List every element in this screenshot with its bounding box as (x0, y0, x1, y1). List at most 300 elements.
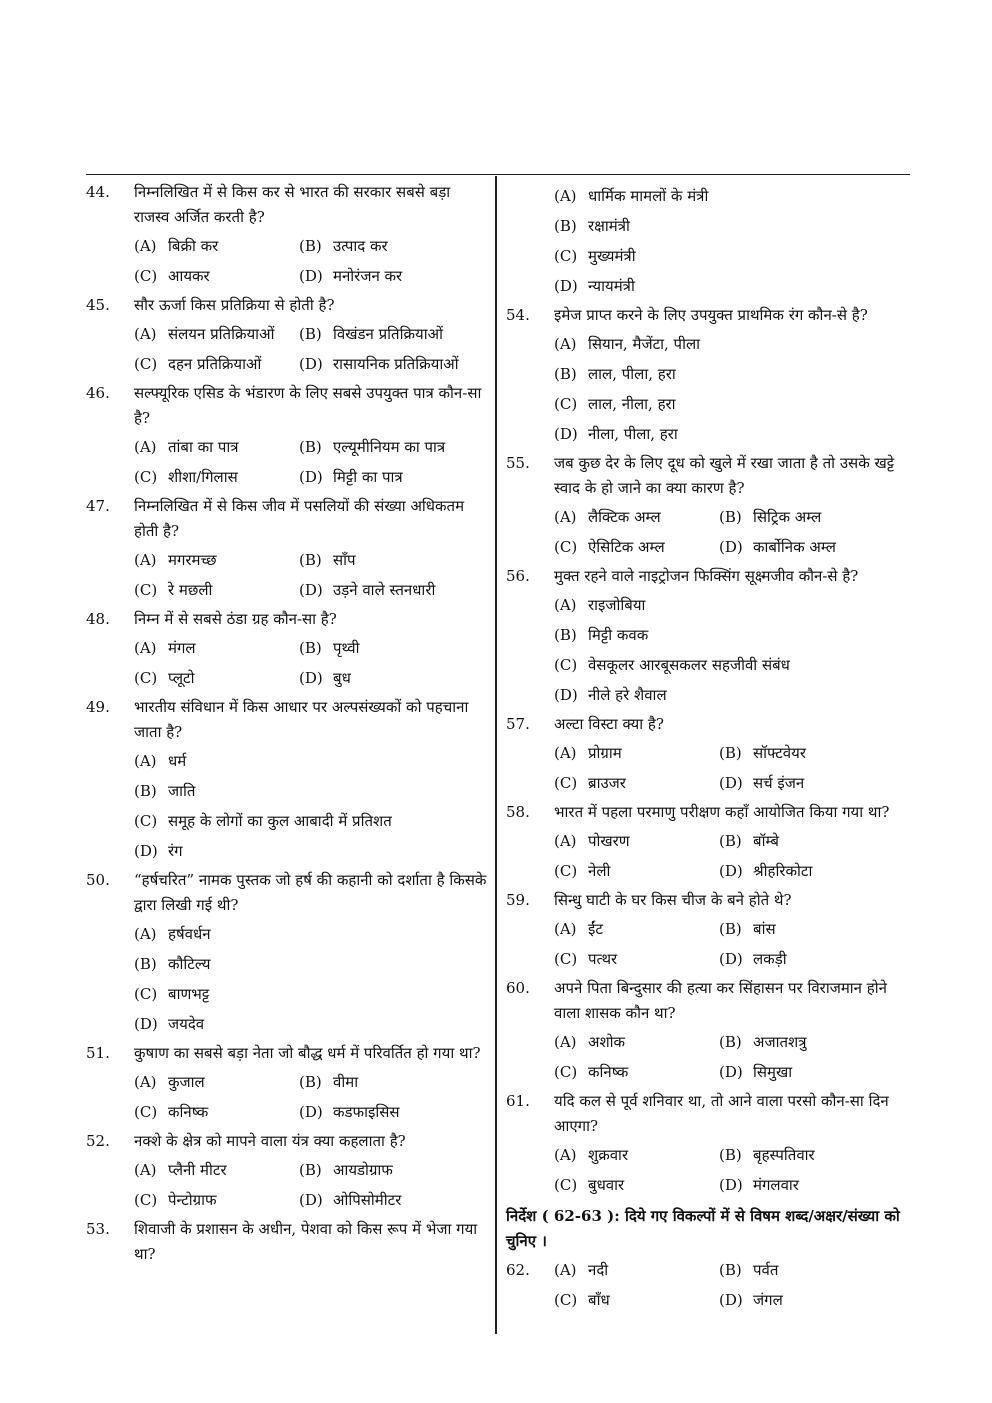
option-text: कनिष्क (588, 1063, 629, 1081)
question-53 (86, 1217, 490, 1267)
option (554, 392, 910, 417)
option (134, 352, 299, 377)
option-text: तांबा का पात्र (168, 438, 239, 456)
options (554, 332, 910, 447)
option-text: नीला, पीला, हरा (588, 425, 678, 443)
option-text: बांस (753, 920, 776, 938)
question-49 (86, 695, 490, 864)
option-text: मिट्टी का पात्र (333, 468, 403, 486)
question-51 (86, 1041, 490, 1125)
option-text: शुक्रवार (588, 1146, 629, 1164)
question-text: भारतीय संविधान में किस आधार पर अल्पसंख्यकों को पहचाना जाता है? (134, 698, 469, 741)
question-text: निम्नलिखित में से किस कर से भारत की सरकार सबसे बड़ा राजस्व अर्जित करती है? (134, 183, 451, 226)
option (719, 1258, 910, 1283)
option (554, 683, 910, 708)
option-label: (D) (719, 774, 743, 792)
option (134, 839, 490, 864)
option-label: (A) (134, 438, 157, 456)
option (299, 548, 490, 573)
option-text: न्यायमंत्री (588, 277, 635, 295)
option-label: (D) (554, 425, 578, 443)
question-number: 58. (506, 803, 530, 821)
option-text: श्रीहरिकोटा (753, 862, 813, 880)
option-label: (C) (134, 267, 158, 285)
option-label: (A) (554, 1146, 577, 1164)
option (134, 435, 299, 460)
option-text: हर्षवर्धन (168, 925, 211, 943)
option (134, 636, 299, 661)
question-54 (506, 303, 910, 447)
option (134, 666, 299, 691)
option-label: (A) (134, 1161, 157, 1179)
option-text: बुधवार (588, 1176, 625, 1194)
question-62 (506, 1258, 910, 1313)
option (134, 749, 490, 774)
option-text: मंगल (168, 639, 196, 657)
option-label: (D) (719, 538, 743, 556)
option-label: (A) (554, 744, 577, 762)
option-label: (B) (134, 955, 157, 973)
question-number: 55. (506, 454, 530, 472)
option-text: नेली (588, 862, 611, 880)
option-label: (D) (554, 277, 578, 295)
option (554, 593, 910, 618)
option-text: लकड़ी (753, 950, 787, 968)
question-text: शिवाजी के प्रशासन के अधीन, पेशवा को किस रूप में भेजा गया था? (134, 1220, 478, 1263)
option-text: कडफाइसिस (333, 1103, 400, 1121)
option-label: (A) (554, 920, 577, 938)
question-text: नक्शे के क्षेत्र को मापने वाला यंत्र क्या कहलाता है? (134, 1132, 406, 1150)
option-text: लाल, पीला, हरा (588, 365, 676, 383)
option-label: (C) (134, 669, 158, 687)
option-text: प्लूटो (168, 669, 195, 687)
question-number: 44. (86, 183, 110, 201)
question-text: निम्नलिखित में से किस जीव में पसलियों की संख्या अधिकतम होती है? (134, 497, 465, 540)
question-number: 47. (86, 497, 110, 515)
option (299, 1070, 490, 1095)
right-column (506, 180, 910, 1317)
options (554, 917, 910, 972)
option-label: (D) (719, 1291, 743, 1309)
question-text: अपने पिता बिन्दुसार की हत्या कर सिंहासन पर विराजमान होने वाला शासक कौन था? (554, 979, 887, 1022)
options (134, 234, 490, 289)
option-label: (A) (134, 925, 157, 943)
option (134, 264, 299, 289)
option (719, 1288, 910, 1313)
option-label: (B) (299, 325, 322, 343)
option-label: (B) (719, 508, 742, 526)
option (554, 1143, 719, 1168)
option-label: (B) (719, 832, 742, 850)
question-number: 59. (506, 891, 530, 909)
question-50 (86, 868, 490, 1037)
directions: निर्देश ( 62-63 ): दिये गए विकल्पों में से विषम शब्द/अक्षर/संख्या को चुनिए । (506, 1207, 900, 1250)
question-text: इमेज प्राप्त करने के लिए उपयुक्त प्राथमिक रंग कौन-से है? (554, 306, 868, 324)
option-label: (C) (554, 1291, 578, 1309)
column-divider (495, 176, 497, 1334)
option-label: (D) (134, 842, 158, 860)
options (134, 922, 490, 1037)
option-label: (B) (554, 626, 577, 644)
option-label: (A) (554, 832, 577, 850)
option-text: सर्च इंजन (753, 774, 805, 792)
option-text: धर्म (168, 752, 187, 770)
question-52 (86, 1129, 490, 1213)
option-text: कौटिल्य (168, 955, 211, 973)
option-text: मुख्यमंत्री (588, 247, 636, 265)
option (134, 322, 299, 347)
option-text: समूह के लोगों का कुल आबादी में प्रतिशत (168, 812, 392, 830)
option (299, 636, 490, 661)
question-text: सौर ऊर्जा किस प्रतिक्रिया से होती है? (134, 296, 335, 314)
options (134, 749, 490, 864)
option (554, 535, 719, 560)
option-label: (B) (554, 217, 577, 235)
option-label: (C) (554, 247, 578, 265)
option-text: सॉफ्टवेयर (753, 744, 806, 762)
option (719, 505, 910, 530)
option-label: (A) (134, 1073, 157, 1091)
option-text: लैक्टिक अम्ल (588, 508, 661, 526)
question-text: यदि कल से पूर्व शनिवार था, तो आने वाला परसो कौन-सा दिन आएगा? (554, 1092, 889, 1135)
option (554, 947, 719, 972)
option (299, 465, 490, 490)
option-text: प्लैनी मीटर (168, 1161, 227, 1179)
options (554, 505, 910, 560)
option-label: (D) (299, 1103, 323, 1121)
option-label: (D) (719, 1063, 743, 1081)
option-label: (D) (554, 686, 578, 704)
option-text: प्रोग्राम (588, 744, 622, 762)
option-text: सियान, मैजेंटा, पीला (588, 335, 701, 353)
option-label: (C) (554, 1176, 578, 1194)
option-text: कनिष्क (168, 1103, 209, 1121)
left-column (86, 180, 490, 1271)
option-text: जयदेव (168, 1015, 205, 1033)
options (554, 829, 910, 884)
option (299, 1188, 490, 1213)
options (554, 741, 910, 796)
option (554, 1258, 719, 1283)
option-text: राइजोबिया (588, 596, 646, 614)
option (719, 535, 910, 560)
question-45 (86, 293, 490, 377)
option-label: (A) (134, 551, 157, 569)
option (134, 809, 490, 834)
option-label: (D) (299, 355, 323, 373)
option (719, 1173, 910, 1198)
option-text: उड़ने वाले स्तनधारी (333, 581, 436, 599)
option-label: (B) (719, 1146, 742, 1164)
question-44 (86, 180, 490, 289)
options (554, 1143, 910, 1198)
question-text: भारत में पहला परमाणु परीक्षण कहाँ आयोजित किया गया था? (554, 803, 890, 821)
question-number: 61. (506, 1092, 530, 1110)
question-58 (506, 800, 910, 884)
option-label: (B) (134, 782, 157, 800)
option-label: (C) (134, 812, 158, 830)
option-label: (C) (134, 1191, 158, 1209)
option-label: (B) (554, 365, 577, 383)
option-text: मनोरंजन कर (333, 267, 403, 285)
option (554, 917, 719, 942)
option-label: (D) (134, 1015, 158, 1033)
question-text: सिन्धु घाटी के घर किस चीज के बने होते थे? (554, 891, 792, 909)
options (554, 1258, 910, 1313)
option-text: धार्मिक मामलों के मंत्री (588, 187, 709, 205)
option (134, 1070, 299, 1095)
option (554, 741, 719, 766)
option-text: साँप (333, 551, 356, 569)
option (719, 741, 910, 766)
options (134, 435, 490, 490)
option (554, 1030, 719, 1055)
question-text: अल्टा विस्टा क्या है? (554, 715, 664, 733)
options (134, 322, 490, 377)
option (719, 771, 910, 796)
option (554, 244, 910, 269)
option-label: (C) (554, 656, 578, 674)
question-47 (86, 494, 490, 603)
question-text: मुक्त रहने वाले नाइट्रोजन फिक्सिंग सूक्ष्मजीव कौन-से है? (554, 567, 859, 585)
option (554, 623, 910, 648)
option-text: पत्थर (588, 950, 618, 968)
question-56 (506, 564, 910, 708)
option-text: संलयन प्रतिक्रियाओं (168, 325, 275, 343)
option-label: (A) (134, 639, 157, 657)
question-text: “हर्षचरित” नामक पुस्तक जो हर्ष की कहानी को दर्शाता है किसके द्वारा लिखी गई थी? (134, 871, 487, 914)
question-number: 51. (86, 1044, 110, 1062)
option-text: ऐसिटिक अम्ल (588, 538, 665, 556)
option-text: नदी (588, 1261, 609, 1279)
option (719, 947, 910, 972)
option-label: (B) (299, 1161, 322, 1179)
option-text: सिमुखा (753, 1063, 793, 1081)
option (554, 184, 910, 209)
option-label: (C) (134, 1103, 158, 1121)
option-text: वेसकूलर आरबूसकलर सहजीवी संबंध (588, 656, 790, 674)
option-label: (C) (554, 774, 578, 792)
option-label: (D) (299, 669, 323, 687)
option-text: मिट्टी कवक (588, 626, 649, 644)
option-label: (A) (554, 1261, 577, 1279)
option-text: रक्षामंत्री (588, 217, 630, 235)
question-55 (506, 451, 910, 560)
option (134, 922, 490, 947)
question-61 (506, 1089, 910, 1198)
option-text: बाँध (588, 1291, 610, 1309)
option (134, 1012, 490, 1037)
option (719, 1143, 910, 1168)
option-text: पेन्टोग्राफ (168, 1191, 217, 1209)
option-label: (B) (719, 920, 742, 938)
options (554, 593, 910, 708)
option-label: (C) (554, 1063, 578, 1081)
option-label: (C) (134, 468, 158, 486)
option-text: विखंडन प्रतिक्रियाओं (333, 325, 443, 343)
option-label: (B) (719, 1033, 742, 1051)
question-59 (506, 888, 910, 972)
option-text: एल्यूमीनियम का पात्र (333, 438, 446, 456)
question-48 (86, 607, 490, 691)
question-number: 48. (86, 610, 110, 628)
question-number: 56. (506, 567, 530, 585)
option-label: (A) (134, 237, 157, 255)
option (134, 578, 299, 603)
options (554, 184, 910, 299)
option-label: (B) (299, 551, 322, 569)
q53-continuation (506, 184, 910, 299)
option-label: (B) (719, 744, 742, 762)
option-text: बुध (333, 669, 351, 687)
option-text: ब्राउजर (588, 774, 626, 792)
option (134, 548, 299, 573)
option (554, 332, 910, 357)
option (554, 274, 910, 299)
option (719, 1030, 910, 1055)
question-text: कुषाण का सबसे बड़ा नेता जो बौद्ध धर्म में परिवर्तित हो गया था? (134, 1044, 481, 1062)
option (134, 1188, 299, 1213)
option-text: बिक्री कर (168, 237, 219, 255)
option-text: पर्वत (753, 1261, 779, 1279)
option-label: (C) (554, 395, 578, 413)
question-number: 45. (86, 296, 110, 314)
option-label: (C) (134, 355, 158, 373)
option (299, 435, 490, 460)
right-questions (506, 303, 910, 1198)
option (134, 465, 299, 490)
question-57 (506, 712, 910, 796)
option (554, 1288, 719, 1313)
question-number: 57. (506, 715, 530, 733)
option (554, 1060, 719, 1085)
option-text: रासायनिक प्रतिक्रियाओं (333, 355, 459, 373)
option-label: (A) (134, 752, 157, 770)
option-text: मंगलवार (753, 1176, 799, 1194)
option (554, 362, 910, 387)
option-text: अशोक (588, 1033, 626, 1051)
option-text: ओपिसोमीटर (333, 1191, 402, 1209)
question-text: जब कुछ देर के लिए दूध को खुले में रखा जाता है तो उसके खट्टे स्वाद के हो जाने का क्या कारण है? (554, 454, 895, 497)
top-rule (86, 174, 910, 175)
option (554, 1173, 719, 1198)
option-text: उत्पाद कर (333, 237, 388, 255)
option-text: रे मछली (168, 581, 213, 599)
option-label: (B) (299, 237, 322, 255)
option-text: पृथ्वी (333, 639, 360, 657)
option (299, 578, 490, 603)
option-label: (C) (134, 581, 158, 599)
option-text: पोखरण (588, 832, 630, 850)
options (134, 1070, 490, 1125)
question-number: 49. (86, 698, 110, 716)
option (299, 1158, 490, 1183)
option (134, 1100, 299, 1125)
option (554, 653, 910, 678)
option-text: आयडोग्राफ (333, 1161, 393, 1179)
option (719, 859, 910, 884)
question-number: 54. (506, 306, 530, 324)
option (134, 779, 490, 804)
option (554, 859, 719, 884)
option-text: लाल, नीला, हरा (588, 395, 676, 413)
option-text: जाति (168, 782, 196, 800)
option-text: बृहस्पतिवार (753, 1146, 815, 1164)
option-label: (C) (554, 950, 578, 968)
option-label: (B) (299, 438, 322, 456)
option-label: (D) (299, 468, 323, 486)
option (134, 982, 490, 1007)
option-label: (D) (299, 581, 323, 599)
question-number: 52. (86, 1132, 110, 1150)
option-label: (D) (299, 267, 323, 285)
option (554, 214, 910, 239)
option-text: कुजाल (168, 1073, 205, 1091)
option-text: बॉम्बे (753, 832, 779, 850)
option (134, 952, 490, 977)
option-text: अजातशत्रु (753, 1033, 807, 1051)
option-label: (A) (554, 187, 577, 205)
option-text: बाणभट्ट (168, 985, 210, 1003)
option-text: जंगल (753, 1291, 783, 1309)
question-number: 62. (506, 1261, 530, 1279)
option (719, 829, 910, 854)
option-label: (D) (299, 1191, 323, 1209)
option-label: (D) (719, 950, 743, 968)
option (134, 1158, 299, 1183)
option (554, 505, 719, 530)
option-text: आयकर (168, 267, 210, 285)
option (299, 1100, 490, 1125)
option (554, 422, 910, 447)
option-label: (B) (719, 1261, 742, 1279)
options (134, 548, 490, 603)
option-text: सिट्रिक अम्ल (753, 508, 822, 526)
question-number: 50. (86, 871, 110, 889)
question-number: 60. (506, 979, 530, 997)
option-label: (D) (719, 862, 743, 880)
option-label: (A) (554, 596, 577, 614)
question-60 (506, 976, 910, 1085)
option (299, 234, 490, 259)
question-text: सल्फ्यूरिक एसिड के भंडारण के लिए सबसे उपयुक्त पात्र कौन-सा है? (134, 384, 482, 427)
option (719, 1060, 910, 1085)
question-number: 46. (86, 384, 110, 402)
option-label: (A) (554, 1033, 577, 1051)
option-text: शीशा/गिलास (168, 468, 238, 486)
option-label: (A) (554, 335, 577, 353)
option (299, 322, 490, 347)
option-label: (D) (719, 1176, 743, 1194)
option-text: ईंट (588, 920, 603, 938)
option-text: वीमा (333, 1073, 359, 1091)
option-label: (C) (134, 985, 158, 1003)
options (134, 636, 490, 691)
option (554, 829, 719, 854)
option-text: रंग (168, 842, 183, 860)
option-text: कार्बोनिक अम्ल (753, 538, 836, 556)
option-text: नीले हरे शैवाल (588, 686, 667, 704)
option (719, 917, 910, 942)
option (299, 666, 490, 691)
options (554, 1030, 910, 1085)
question-number: 53. (86, 1220, 110, 1238)
question-text: निम्न में से सबसे ठंडा ग्रह कौन-सा है? (134, 610, 337, 628)
option (134, 234, 299, 259)
option (554, 771, 719, 796)
option (299, 264, 490, 289)
option-label: (C) (554, 538, 578, 556)
